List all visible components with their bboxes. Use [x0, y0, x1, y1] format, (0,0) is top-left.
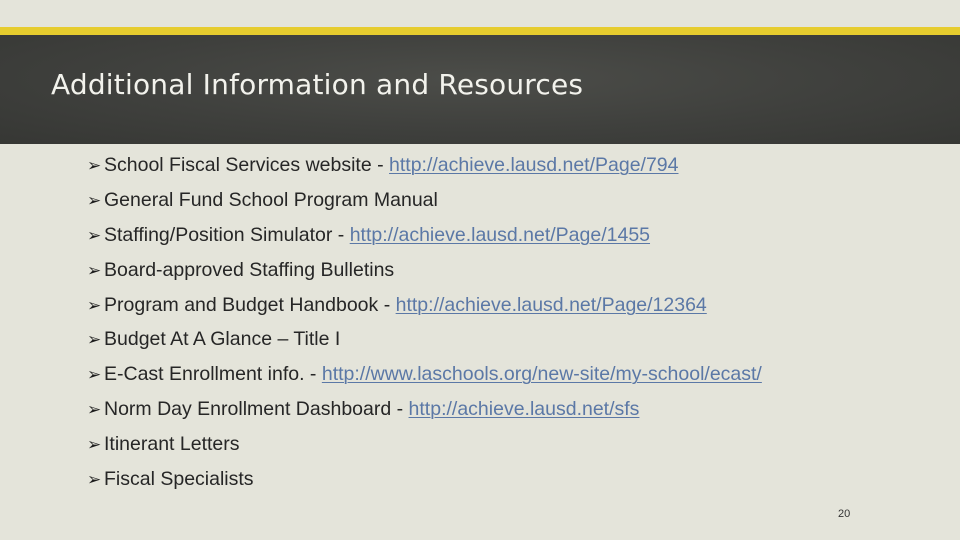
list-item — [87, 148, 762, 183]
item-text: Fiscal Specialists — [104, 467, 254, 490]
item-separator: - — [391, 398, 409, 421]
item-text: General Fund School Program Manual — [104, 188, 438, 211]
item-separator: - — [378, 293, 396, 316]
accent-bar — [0, 27, 960, 35]
item-text: Norm Day Enrollment Dashboard — [104, 398, 392, 421]
item-separator: - — [332, 223, 350, 246]
arrowhead-right-icon: ➢ — [87, 330, 102, 350]
arrowhead-right-icon: ➢ — [87, 295, 102, 315]
item-text: Program and Budget Handbook — [104, 293, 379, 316]
resource-link[interactable]: http://achieve.lausd.net/Page/12364 — [395, 293, 707, 316]
arrowhead-right-icon: ➢ — [87, 469, 102, 489]
resource-link[interactable]: http://achieve.lausd.net/sfs — [408, 398, 640, 421]
arrowhead-right-icon: ➢ — [87, 155, 102, 175]
item-separator: - — [371, 153, 390, 176]
list-item — [87, 462, 762, 497]
resource-link[interactable]: http://www.laschools.org/new-site/my-school/ecast/ — [321, 363, 762, 386]
slide-title: Additional Information and Resources — [51, 68, 584, 101]
arrowhead-right-icon: ➢ — [87, 400, 102, 420]
list-item — [87, 392, 762, 427]
item-text: E-Cast Enrollment info. — [104, 363, 305, 386]
list-item — [87, 427, 762, 462]
item-separator: - — [304, 363, 322, 386]
list-item — [87, 288, 762, 323]
arrowhead-right-icon: ➢ — [87, 435, 102, 455]
arrowhead-right-icon: ➢ — [87, 225, 102, 245]
arrowhead-right-icon: ➢ — [87, 190, 102, 210]
item-text: Budget At A Glance – Title I — [104, 328, 341, 351]
list-item — [87, 253, 762, 288]
resource-link[interactable]: http://achieve.lausd.net/Page/794 — [389, 153, 679, 176]
list-item — [87, 322, 762, 357]
item-text: Staffing/Position Simulator — [104, 223, 333, 246]
list-item — [87, 218, 762, 253]
resource-list — [87, 148, 762, 497]
page-number: 20 — [838, 508, 851, 520]
list-item — [87, 183, 762, 218]
list-item — [87, 357, 762, 392]
resource-link[interactable]: http://achieve.lausd.net/Page/1455 — [349, 223, 651, 246]
item-text: School Fiscal Services website — [104, 153, 372, 176]
arrowhead-right-icon: ➢ — [87, 260, 102, 280]
item-text: Itinerant Letters — [104, 433, 240, 456]
arrowhead-right-icon: ➢ — [87, 365, 102, 385]
item-text: Board-approved Staffing Bulletins — [104, 258, 395, 281]
